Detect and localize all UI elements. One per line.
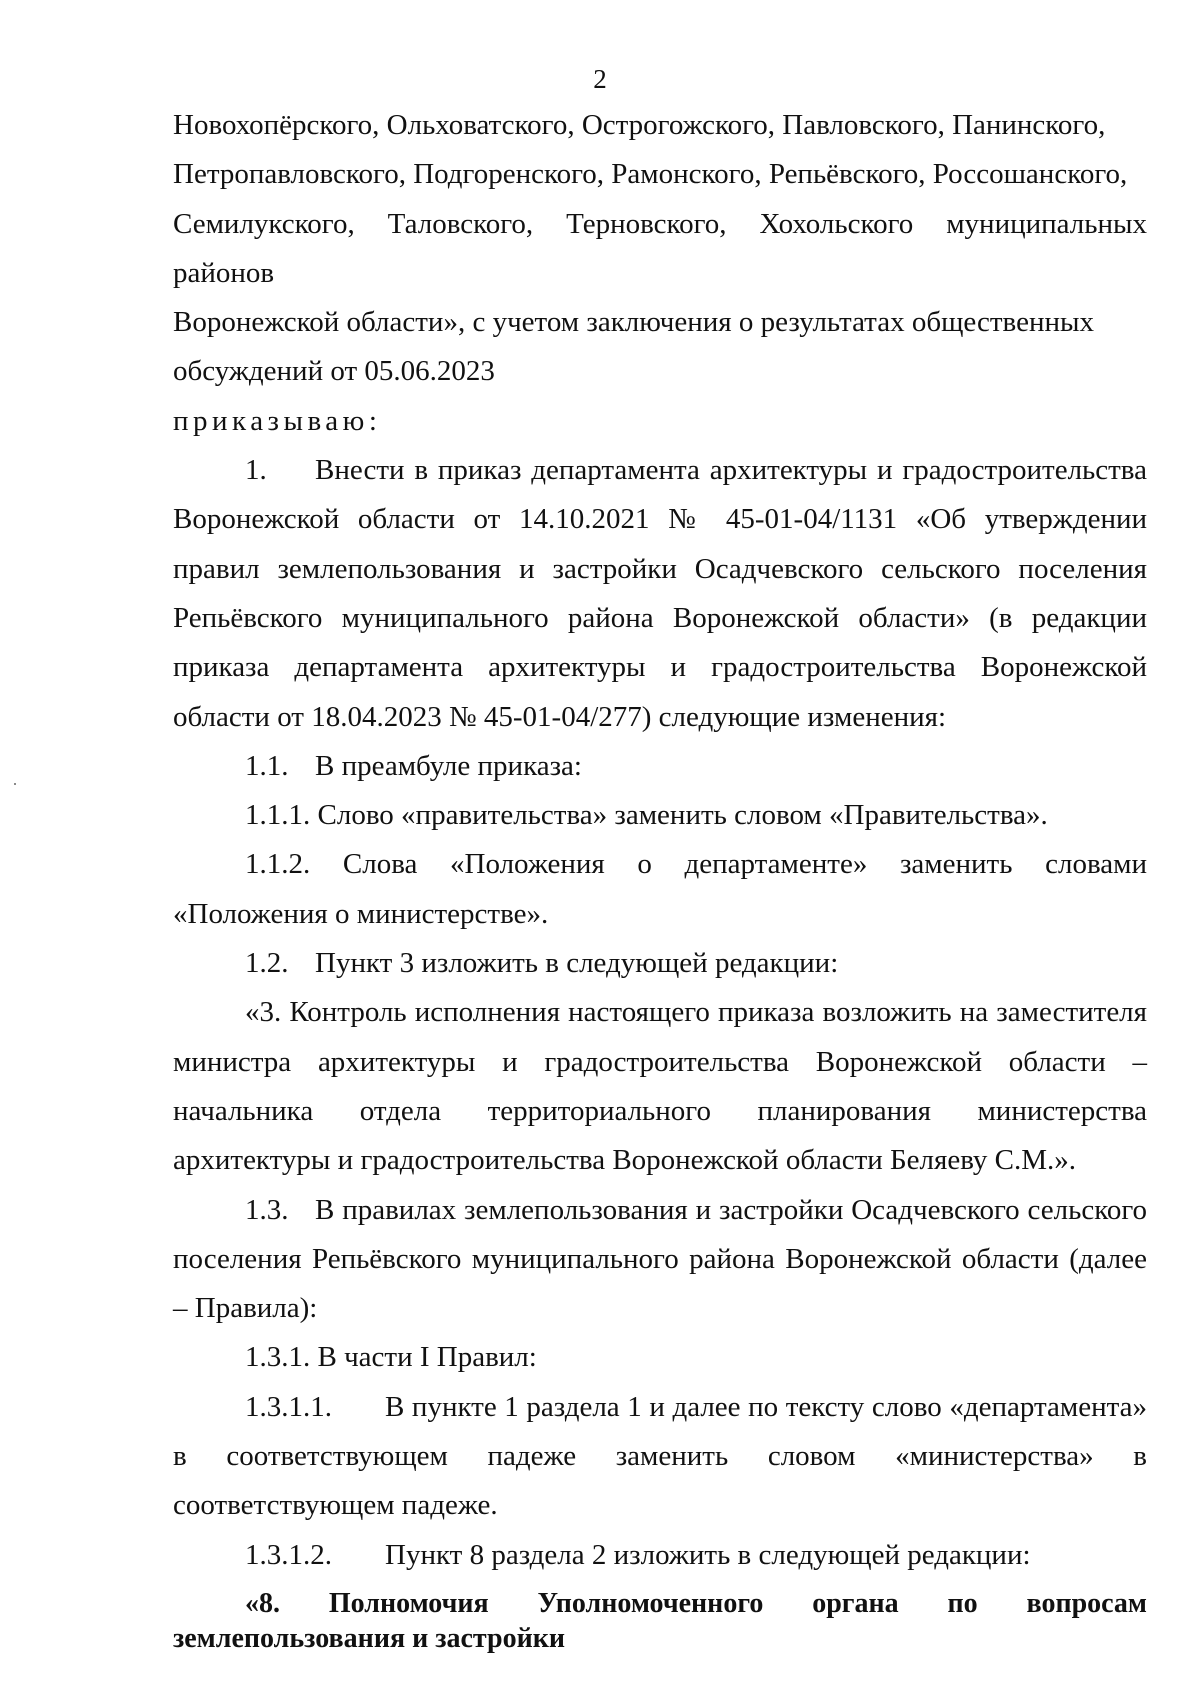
item-1 [173,446,1147,742]
item-number: 1.3. [245,1193,289,1226]
item-1-3 [173,1186,1147,1334]
text-line: Семилукского, Таловского, Терновского, Хохольского муниципальных районов [173,207,1147,289]
item-1-3-1-1 [173,1383,1147,1531]
text-line: Петропавловского, Подгоренского, Рамонского, Репьёвского, Россошанского, [173,158,1128,191]
document-body [173,101,1147,1656]
item-text: В преамбуле приказа: [315,749,582,782]
item-1-3-1: 1.3.1. В части I Правил: [245,1341,537,1374]
item-text: Пункт 3 изложить в следующей редакции: [315,947,839,980]
item-number: 1.1. [245,749,289,782]
item-text: Внести в приказ департамента архитектуры и градостроительства Воронежской области от 14.10.2021 № 45-01-04/1131 «Об утверждении правил землепользования и застройки Осадчевского сельского поселения Репьёвского муниципального района Воронежской области» (в редакции приказа департамента архитектуры и градостроительства Воронежской области от 18.04.2023 № 45-01-04/277) следующие изменения: [173,454,1147,733]
scan-artifact [14,783,16,785]
item-1-1 [173,742,1147,791]
item-number: 1.3.1.2. [245,1538,332,1571]
text-line: Новохопёрского, Ольховатского, Острогожского, Павловского, Панинского, [173,109,1106,141]
text-line: обсуждений от 05.06.2023 [173,355,495,388]
item-1-1-2: 1.1.2. Слова «Положения о департаменте» заменить словами «Положения о министерстве». [173,848,1147,930]
item-1-2-quote: «3. Контроль исполнения настоящего приказа возложить на заместителя министра архитектуры и градостроительства Воронежской области – начальника отдела территориального планирования министерства архитектуры и градостроительства Воронежской области Беляеву С.М.». [173,996,1147,1177]
item-1-2 [173,939,1147,988]
item-text: В правилах землепользования и застройки Осадчевского сельского поселения Репьёвского муниципального района Воронежской области (далее – Правила): [173,1193,1147,1325]
item-number: 1.3.1.1. [245,1390,332,1423]
order-word: приказываю: [173,404,382,437]
text-line: Воронежской области», с учетом заключения о результатах общественных [173,306,1094,339]
item-text: Пункт 8 раздела 2 изложить в следующей редакции: [385,1538,1031,1571]
item-text: В пункте 1 раздела 1 и далее по тексту слово «департамента» в соответствующем падеже заменить словом «министерства» в соответствующем падеже. [173,1390,1147,1522]
section-heading: «8. Полномочия Уполномоченного органа по вопросам землепользования и застройки [173,1587,1147,1654]
item-number: 1. [245,454,267,487]
item-number: 1.2. [245,947,289,980]
item-1-3-1-2 [173,1531,1147,1580]
item-1-1-1: 1.1.1. Слово «правительства» заменить словом «Правительства». [245,799,1048,832]
page-number: 2 [593,64,607,94]
